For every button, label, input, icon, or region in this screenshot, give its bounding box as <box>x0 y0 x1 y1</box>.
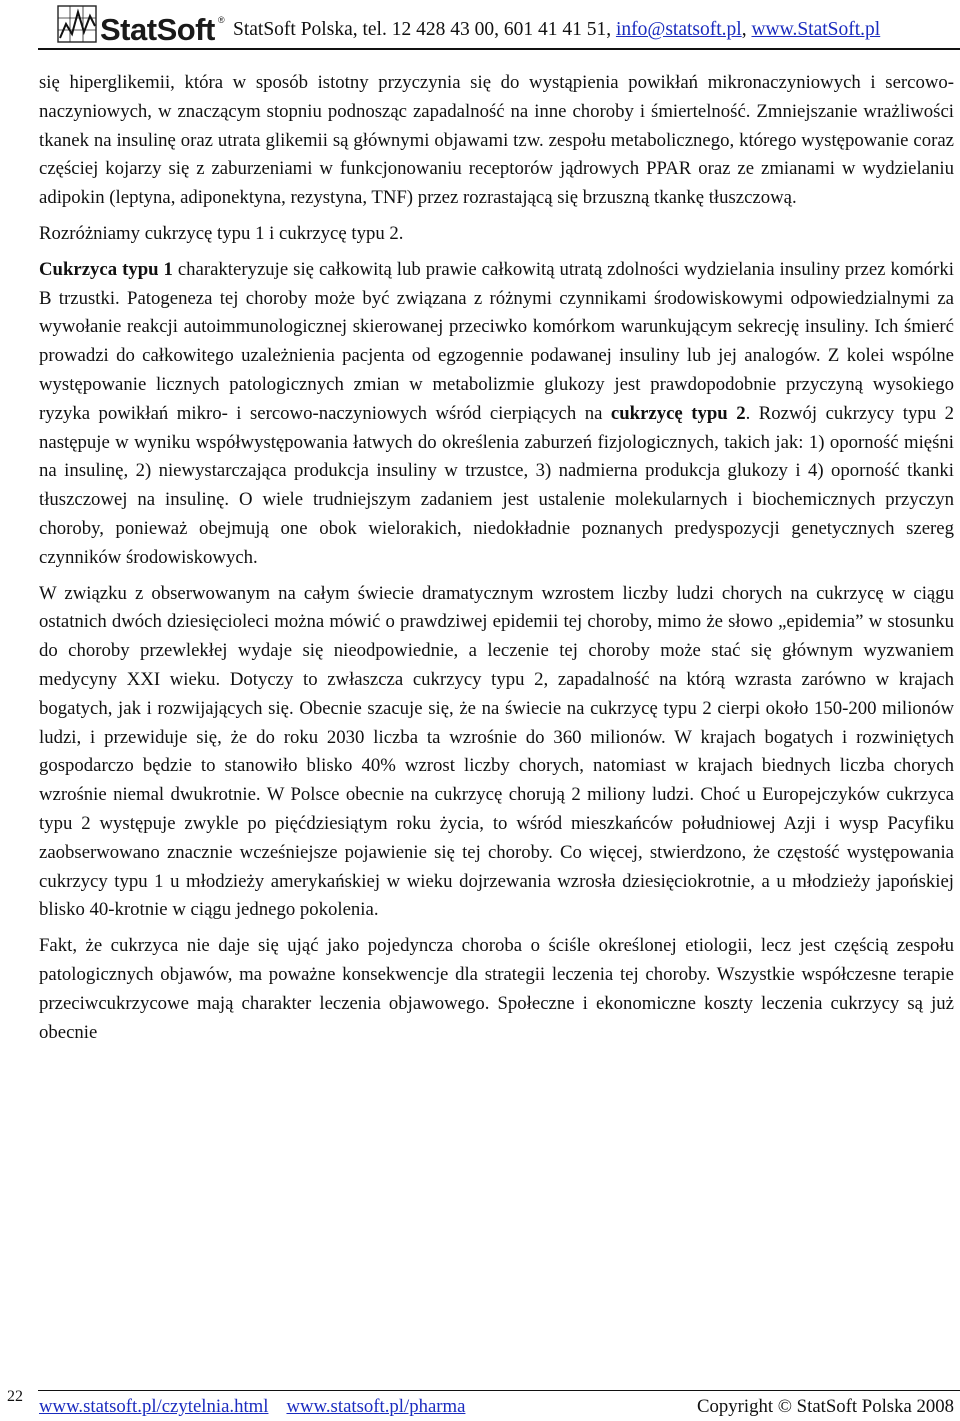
paragraph-3-text-b: . Rozwój cukrzycy typu 2 następuje w wyniku współwystępowania łatwych do określenia zaburzeń fizjologicznych, takich jak: 1) oporność mięśni na insulinę, 2) niewystarczająca produkcja insuliny w trzustce, 3) nadmierna produkcja glukozy i 4) oporność tkanki tłuszczowej na insulinę. O wiele trudniejszym zadaniem jest ustalenie molekularnych i biochemicznych przyczyn choroby, ponieważ obejmują one obok wielorakich, niedokładnie poznanych predyspozycji genetycznych szereg czynników środowiskowych. <box>39 402 954 568</box>
paragraph-3-text-a: charakteryzuje się całkowitą lub prawie całkowitą utratą zdolności wydzielania insuliny przez komórki B trzustki. Patogeneza tej choroby może być związana z różnymi czynnikami środowiskowymi odpowiedzialnymi za wywołanie reakcji autoimmunologicznej skierowanej przeciwko komórkom warunkującym sekrecję insuliny. Ich śmierć prowadzi do całkowitego uzależnienia pacjenta od egzogennie podawanej insuliny lub jej analogów. Z kolei wspólne występowanie licznych patologicznych zmian w metabolizmie glukozy jest prawdopodobnie przyczyną wysokiego ryzyka powikłań mikro- i sercowo-naczyniowych wśród cierpiących na <box>39 258 954 424</box>
paragraph-2: Rozróżniamy cukrzycę typu 1 i cukrzycę typu 2. <box>39 222 404 244</box>
paragraph-1: się hiperglikemii, która w sposób istotny przyczynia się do wystąpienia powikłań mikronaczyniowych i sercowo-naczyniowych, w znaczącym stopniu podnosząc zapadalność na inne choroby i śmiertelność. Zmniejszanie wrażliwości tkanek na insulinę oraz utrata glikemii są głównymi objawami tzw. zespołu metabolicznego, którego występowanie coraz częściej kojarzy się z zaburzeniami w funkcjonowaniu receptorów jądrowych PPAR oraz ze zmianami w wydzielaniu adipokin (leptyna, adiponektyna, rezystyna, TNF) przez rozrastającą się brzuszną tkankę tłuszczową. <box>39 72 954 209</box>
site-link[interactable]: www.StatSoft.pl <box>751 19 881 40</box>
type2-emphasis: cukrzycę typu 2 <box>610 402 746 424</box>
paragraph-3 <box>39 256 954 573</box>
registered-mark: ® <box>218 15 225 25</box>
statsoft-logo-icon <box>56 4 100 44</box>
copyright-text: Copyright © StatSoft Polska 2008 <box>697 1396 954 1417</box>
header-divider <box>38 48 960 50</box>
logo-text: StatSoft <box>100 12 215 47</box>
article-body <box>39 69 954 1054</box>
footer-divider <box>38 1390 960 1391</box>
page-header <box>0 0 960 62</box>
contact-text: StatSoft Polska, tel. 12 428 43 00, 601 41 41 51, <box>233 19 616 40</box>
footer-link-czytelnia[interactable]: www.statsoft.pl/czytelnia.html <box>39 1396 269 1417</box>
email-link[interactable]: info@statsoft.pl <box>615 19 742 40</box>
header-contact <box>233 19 880 41</box>
paragraph-5: Fakt, że cukrzyca nie daje się ująć jako pojedyncza choroba o ściśle określonej etiologii, lecz jest częścią zespołu patologicznych objawów, ma poważne konsekwencje dla strategii leczenia tej choroby. Wszystkie współczesne terapie przeciwcukrzycowe mają charakter leczenia objawowego. Społeczne i ekonomiczne koszty leczenia cukrzycy są już obecnie <box>39 935 954 1043</box>
type1-heading: Cukrzyca typu 1 <box>39 258 173 280</box>
page-number: 22 <box>7 1388 23 1405</box>
page-footer <box>39 1396 954 1418</box>
footer-link-pharma[interactable]: www.statsoft.pl/pharma <box>286 1396 466 1417</box>
paragraph-4: W związku z obserwowanym na całym świecie dramatycznym wzrostem liczby ludzi chorych na cukrzycę w ciągu ostatnich dwóch dziesięcioleci można mówić o prawdziwej epidemii tej choroby, mimo że słowo „epidemia” w stosunku do choroby przewlekłej wydaje się nieodpowiednie, a leczenie tej choroby może stać się głównym wyzwaniem medycyny XXI wieku. Dotyczy to zwłaszcza cukrzycy typu 2, zapadalność na którą wzrasta zarówno w krajach bogatych, jak i rozwijających się. Obecnie szacuje się, że na świecie na cukrzycę typu 2 cierpi około 150-200 milionów ludzi, i przewiduje się, że do roku 2030 liczba ta wzrośnie do 360 milionów. W krajach bogatych i rozwiniętych gospodarczo będzie to stanowiło blisko 40% wzrost liczby chorych, natomiast w krajach biednych liczba chorych wzrośnie niemal dwukrotnie. W Polsce obecnie na cukrzycę chorują 2 miliony ludzi. Choć u Europejczyków cukrzyca typu 2 występuje zwykle po pięćdziesiątym roku życia, to wśród mieszkańców południowej Azji i wysp Pacyfiku zaobserwowano znacznie wcześniejsze pojawienie się tej choroby. Co więcej, stwierdzono, że częstość występowania cukrzycy typu 1 u młodzieży amerykańskiej w wieku dojrzewania wzrosła dziesięciokrotnie, a u młodzieży japońskiej blisko 40-krotnie w ciągu jednego pokolenia. <box>39 582 954 921</box>
contact-separator: , <box>741 19 752 40</box>
